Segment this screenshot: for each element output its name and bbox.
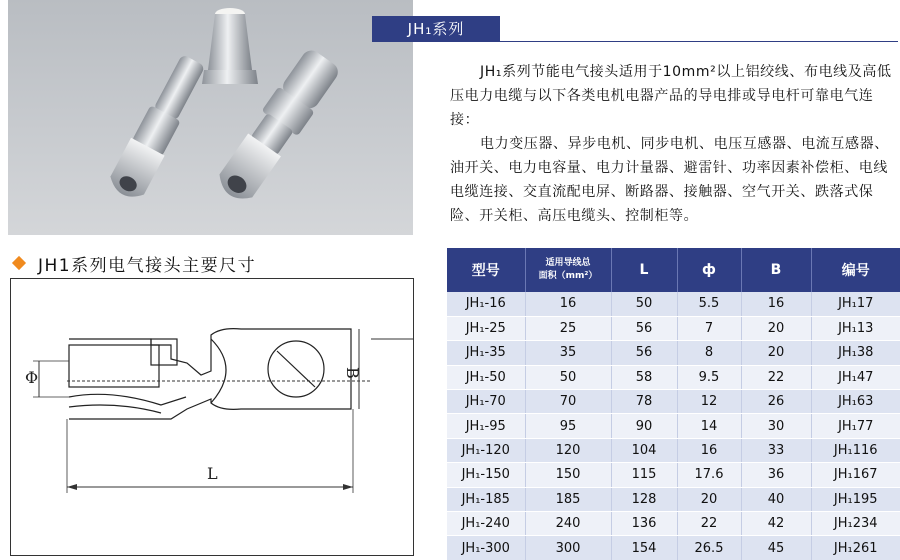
series-title: JH₁系列 — [407, 20, 465, 38]
cell-length: 128 — [611, 487, 677, 511]
cell-diameter: 16 — [677, 438, 741, 462]
description-paragraph-1: JH₁系列节能电气接头适用于10mm²以上铝绞线、布电线及高低压电力电缆与以下各类电机电器产品的导电排或导电杆可靠电气连接： — [450, 64, 892, 128]
product-description — [450, 60, 896, 228]
cell-length: 90 — [611, 414, 677, 438]
cell-model: JH₁-300 — [447, 536, 525, 560]
cell-code: JH₁234 — [811, 512, 900, 536]
cell-code: JH₁63 — [811, 390, 900, 414]
cell-length: 58 — [611, 365, 677, 389]
cell-length: 50 — [611, 292, 677, 316]
cell-model: JH₁-16 — [447, 292, 525, 316]
l-label: L — [207, 464, 218, 483]
cell-wire-area: 150 — [525, 463, 611, 487]
cell-width: 26 — [741, 390, 811, 414]
header-wire-area-line1: 适用导线总 — [545, 258, 591, 268]
cell-wire-area: 240 — [525, 512, 611, 536]
cell-width: 20 — [741, 341, 811, 365]
table-row — [447, 438, 900, 462]
cell-code: JH₁167 — [811, 463, 900, 487]
cell-width: 36 — [741, 463, 811, 487]
sleeve-part — [202, 8, 258, 84]
connector-left — [106, 51, 211, 203]
cell-length: 78 — [611, 390, 677, 414]
cell-diameter: 14 — [677, 414, 741, 438]
section-heading — [10, 250, 256, 276]
cell-diameter: 20 — [677, 487, 741, 511]
header-model: 型号 — [447, 248, 525, 292]
header-length: L — [611, 248, 677, 292]
cell-wire-area: 35 — [525, 341, 611, 365]
cell-diameter: 26.5 — [677, 536, 741, 560]
cell-model: JH₁-95 — [447, 414, 525, 438]
cell-diameter: 9.5 — [677, 365, 741, 389]
table-row — [447, 487, 900, 511]
cell-diameter: 5.5 — [677, 292, 741, 316]
cell-code: JH₁195 — [811, 487, 900, 511]
cell-diameter: 8 — [677, 341, 741, 365]
cell-length: 136 — [611, 512, 677, 536]
cell-width: 42 — [741, 512, 811, 536]
cell-width: 30 — [741, 414, 811, 438]
cell-code: JH₁13 — [811, 316, 900, 340]
table-row — [447, 365, 900, 389]
table-body — [447, 292, 900, 560]
connector-photo-illustration — [8, 0, 413, 235]
b-label: B — [343, 367, 362, 379]
header-wire-area — [525, 248, 611, 292]
cell-code: JH₁77 — [811, 414, 900, 438]
product-photo — [8, 0, 413, 235]
table-row — [447, 536, 900, 560]
diamond-bullet-icon — [12, 256, 26, 270]
table-row — [447, 292, 900, 316]
cell-width: 20 — [741, 316, 811, 340]
table-header-row — [447, 248, 900, 292]
cell-width: 22 — [741, 365, 811, 389]
table-row — [447, 390, 900, 414]
header-diameter: ф — [677, 248, 741, 292]
cell-diameter: 17.6 — [677, 463, 741, 487]
cell-model: JH₁-150 — [447, 463, 525, 487]
cell-wire-area: 95 — [525, 414, 611, 438]
cell-model: JH₁-240 — [447, 512, 525, 536]
header-wire-area-line2: 面积（mm²） — [538, 271, 598, 281]
cell-length: 115 — [611, 463, 677, 487]
section-title: JH1系列电气接头主要尺寸 — [38, 255, 257, 276]
cell-wire-area: 25 — [525, 316, 611, 340]
cell-wire-area: 300 — [525, 536, 611, 560]
cell-code: JH₁261 — [811, 536, 900, 560]
cell-length: 56 — [611, 341, 677, 365]
cell-model: JH₁-120 — [447, 438, 525, 462]
series-banner — [372, 16, 500, 42]
cell-model: JH₁-35 — [447, 341, 525, 365]
cell-diameter: 12 — [677, 390, 741, 414]
cell-wire-area: 16 — [525, 292, 611, 316]
header-code: 编号 — [811, 248, 900, 292]
cell-length: 154 — [611, 536, 677, 560]
cell-width: 40 — [741, 487, 811, 511]
cell-model: JH₁-25 — [447, 316, 525, 340]
header-width: B — [741, 248, 811, 292]
cell-code: JH₁116 — [811, 438, 900, 462]
dimension-drawing — [10, 278, 414, 556]
dimensions-table — [447, 248, 900, 560]
cell-width: 45 — [741, 536, 811, 560]
cell-length: 56 — [611, 316, 677, 340]
cell-model: JH₁-70 — [447, 390, 525, 414]
description-paragraph-2: 电力变压器、异步电机、同步电机、电压互感器、电流互感器、油开关、电力电容量、电力计量器、避雷针、功率因素补偿柜、电线电缆连接、交直流配电屏、断路器、接触器、空气开关、跌落式保险、开关柜、高压电缆头、控制柜等。 — [450, 136, 889, 224]
table-row — [447, 316, 900, 340]
cell-model: JH₁-50 — [447, 365, 525, 389]
table-row — [447, 512, 900, 536]
cell-wire-area: 70 — [525, 390, 611, 414]
cell-diameter: 7 — [677, 316, 741, 340]
cell-code: JH₁38 — [811, 341, 900, 365]
table-row — [447, 414, 900, 438]
table-row — [447, 341, 900, 365]
cell-width: 16 — [741, 292, 811, 316]
banner-rule — [500, 41, 898, 42]
cell-wire-area: 185 — [525, 487, 611, 511]
cell-wire-area: 120 — [525, 438, 611, 462]
cell-diameter: 22 — [677, 512, 741, 536]
cell-length: 104 — [611, 438, 677, 462]
phi-label: Φ — [25, 368, 39, 387]
table-row — [447, 463, 900, 487]
cell-code: JH₁47 — [811, 365, 900, 389]
connector-drawing — [11, 279, 413, 555]
cell-code: JH₁17 — [811, 292, 900, 316]
cell-width: 33 — [741, 438, 811, 462]
cell-wire-area: 50 — [525, 365, 611, 389]
cell-model: JH₁-185 — [447, 487, 525, 511]
